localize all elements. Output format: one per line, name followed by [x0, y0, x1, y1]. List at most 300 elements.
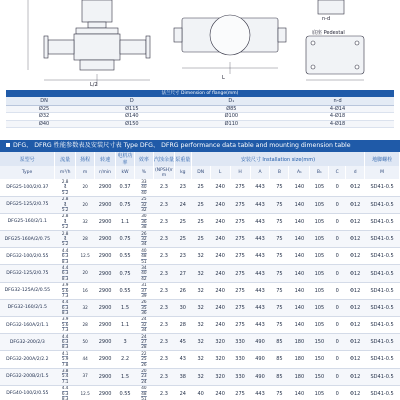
table-cell: SD41-0.5	[365, 351, 400, 368]
table-cell: 1.1	[116, 213, 135, 230]
stack-value: 6.3	[61, 253, 69, 259]
table-cell-stack	[76, 317, 95, 334]
stack-value: 34	[141, 264, 147, 270]
table-cell: 40	[191, 385, 210, 400]
stack-value: 38	[141, 224, 147, 230]
stack-value: 3.9	[61, 282, 69, 288]
table-cell: 140	[289, 299, 310, 316]
table-cell: 180	[289, 334, 310, 351]
table-cell: 2.3	[153, 351, 174, 368]
table-cell: Φ12	[346, 196, 365, 213]
stack-value: 40	[141, 270, 147, 276]
stack-value: 20	[82, 270, 88, 276]
table-cell-stack	[134, 385, 153, 400]
table-cell: 75	[270, 265, 289, 282]
stack-value: 26	[141, 299, 147, 305]
perf-group-head: 扬程	[76, 152, 95, 166]
table-cell: 275	[230, 265, 250, 282]
perf-sub-header-cell: m	[76, 166, 95, 179]
outlet-pipe	[120, 40, 146, 54]
table-cell: SD41-0.5	[365, 282, 400, 299]
table-cell-stack	[76, 334, 95, 351]
perf-group-bolt: 地脚螺栓	[365, 152, 400, 166]
table-cell-stack	[134, 334, 153, 351]
perf-sub-header-cell: L	[210, 166, 230, 179]
stack-value: 7.3	[61, 292, 69, 298]
stack-value: 8.3	[61, 344, 69, 350]
table-cell: 140	[289, 179, 310, 196]
table-cell: 0.55	[116, 248, 135, 265]
table-cell-stack	[134, 265, 153, 282]
stack-value: 4.1	[61, 350, 69, 356]
stack-value: 25	[141, 196, 147, 202]
table-cell: 240	[210, 231, 230, 248]
stack-value: 8.3	[61, 310, 69, 316]
stack-value: 20	[82, 184, 88, 190]
table-cell-stack	[76, 231, 95, 248]
table-cell: 45	[174, 334, 191, 351]
table-cell: SD41-0.5	[365, 299, 400, 316]
table-cell-stack	[134, 196, 153, 213]
table-cell-stack	[134, 231, 153, 248]
stack-value: 42	[141, 275, 147, 281]
table-cell: 443	[250, 231, 270, 248]
table-cell-stack	[76, 351, 95, 368]
table-cell-stack	[55, 231, 76, 248]
table-cell: 240	[210, 213, 230, 230]
table-cell: 2900	[95, 351, 116, 368]
table-cell-stack	[76, 282, 95, 299]
table-row	[0, 196, 400, 213]
table-cell: DFG40-100/2/0.55	[0, 385, 55, 400]
table-row	[0, 299, 400, 316]
table-cell: DFG32-125A/2/0.55	[0, 282, 55, 299]
table-cell-stack	[134, 213, 153, 230]
stack-value: 5.4	[61, 373, 69, 379]
table-cell-stack	[55, 248, 76, 265]
table-cell: 443	[250, 385, 270, 400]
table-cell: 105	[310, 317, 329, 334]
stack-value: 28	[82, 235, 88, 241]
table-cell: 25	[174, 231, 191, 248]
stack-value: 6.3	[61, 390, 69, 396]
stack-value: 2.8	[61, 230, 69, 236]
stack-value: 8.3	[61, 258, 69, 264]
table-cell-stack	[76, 179, 95, 196]
table-cell: 443	[250, 299, 270, 316]
table-cell: 180	[289, 368, 310, 385]
table-cell: 240	[210, 196, 230, 213]
table-cell-stack	[134, 248, 153, 265]
table-cell-stack	[55, 196, 76, 213]
motor-body	[82, 0, 112, 22]
stack-value: 6.3	[61, 304, 69, 310]
table-cell: Φ12	[346, 385, 365, 400]
table-cell: 25	[191, 196, 210, 213]
table-cell: 2.3	[153, 231, 174, 248]
table-cell: 140	[289, 282, 310, 299]
table-cell: DFG25-125/2/0.75	[0, 196, 55, 213]
table-cell: Φ12	[346, 179, 365, 196]
table-cell-stack	[76, 299, 95, 316]
table-cell-stack	[55, 317, 76, 334]
table-cell-stack	[76, 248, 95, 265]
table-cell-stack	[55, 299, 76, 316]
table-cell: 2900	[95, 248, 116, 265]
table-cell: 28	[174, 317, 191, 334]
table-cell: 85	[270, 334, 289, 351]
perf-group-power: 电机功率	[117, 153, 133, 166]
table-cell-stack	[76, 213, 95, 230]
stack-value: 24	[141, 333, 147, 339]
perf-sub-header-cell: C	[329, 166, 346, 179]
stack-value: 5.6	[61, 321, 69, 327]
table-cell: 2.2	[116, 351, 135, 368]
stack-value: 30	[141, 213, 147, 219]
table-cell: 443	[250, 282, 270, 299]
flange-cell: Ø85	[182, 105, 282, 113]
flange-header-d1: D₁	[182, 97, 282, 105]
stack-value: 28	[82, 321, 88, 327]
table-cell: 0	[329, 248, 346, 265]
stack-value: 4.4	[61, 247, 69, 253]
table-cell: 105	[310, 385, 329, 400]
stack-value: 8.3	[61, 275, 69, 281]
table-cell: 1.5	[116, 368, 135, 385]
perf-group-install: 安装尺寸 Installation size(mm)	[191, 152, 364, 166]
stack-value: 40	[141, 189, 147, 195]
pedestal-label: 底座 Pedestal	[312, 30, 345, 36]
table-cell: 275	[230, 282, 250, 299]
table-cell: 75	[270, 179, 289, 196]
stack-value: 4.4	[61, 333, 69, 339]
table-cell: 75	[270, 231, 289, 248]
table-cell: DFG25-160/2/1.1	[0, 213, 55, 230]
perf-sub-header-cell: m³/h	[55, 166, 76, 179]
inlet-flange	[44, 36, 48, 58]
table-cell: 2900	[95, 231, 116, 248]
stack-value: 8.3	[61, 396, 69, 400]
stack-value: 5.2	[61, 189, 69, 195]
table-cell-stack	[76, 265, 95, 282]
table-cell: 30	[174, 299, 191, 316]
table-cell: 0	[329, 317, 346, 334]
motor-coupling	[88, 22, 106, 28]
table-cell: 0	[329, 282, 346, 299]
stack-value: 26	[141, 361, 147, 367]
stack-value: 39	[141, 292, 147, 298]
table-cell: 240	[210, 299, 230, 316]
table-cell: 0	[329, 299, 346, 316]
table-cell: 0	[329, 385, 346, 400]
stack-value: 12.5	[80, 390, 90, 396]
table-cell: 75	[270, 385, 289, 400]
table-cell-stack	[55, 179, 76, 196]
table-cell: 0	[329, 351, 346, 368]
table-cell: 0	[329, 334, 346, 351]
table-cell: SD41-0.5	[365, 368, 400, 385]
flange-cell: Ø40	[6, 120, 82, 128]
perf-sub-header-cell: Type	[0, 166, 55, 179]
stack-value: 48	[141, 253, 147, 259]
table-cell: Φ12	[346, 299, 365, 316]
perf-sub-header-cell: DN	[191, 166, 210, 179]
pump-bracket	[76, 28, 118, 34]
performance-table-section	[0, 140, 400, 400]
stack-value: 4	[63, 201, 67, 207]
stack-value: 16	[82, 287, 88, 293]
table-cell: 105	[310, 282, 329, 299]
stack-value: 40	[141, 385, 147, 391]
table-cell: 75	[270, 299, 289, 316]
table-cell-stack	[134, 351, 153, 368]
table-cell: 85	[270, 351, 289, 368]
table-cell: 2.3	[153, 213, 174, 230]
perf-sub-header-cell: H	[230, 166, 250, 179]
table-cell: 2900	[95, 282, 116, 299]
stack-value: 28	[141, 344, 147, 350]
stack-value: 22	[141, 350, 147, 356]
flange-side	[318, 0, 344, 14]
stack-value: 25	[141, 356, 147, 362]
flange-cell: Ø25	[6, 105, 82, 113]
table-cell: DFG32-200A/2/2.2	[0, 351, 55, 368]
table-cell: 0	[329, 368, 346, 385]
stack-value: 20	[82, 201, 88, 207]
flange-header-nd: n-d	[281, 97, 394, 105]
table-cell: 443	[250, 179, 270, 196]
table-cell-stack	[55, 213, 76, 230]
table-cell: Φ12	[346, 351, 365, 368]
table-cell: Φ12	[346, 282, 365, 299]
table-cell: 0.75	[116, 231, 135, 248]
perf-sub-header-cell: B	[270, 166, 289, 179]
flange-cell: Ø115	[82, 105, 182, 113]
table-cell: 32	[191, 299, 210, 316]
table-cell: 1.1	[116, 317, 135, 334]
table-cell: 43	[174, 351, 191, 368]
table-cell: SD41-0.5	[365, 248, 400, 265]
table-cell: 330	[230, 368, 250, 385]
table-cell: 140	[289, 248, 310, 265]
table-cell: 275	[230, 385, 250, 400]
stack-value: 7.3	[61, 327, 69, 333]
table-cell: 75	[270, 213, 289, 230]
stack-value: 5.2	[61, 241, 69, 247]
table-cell: SD41-0.5	[365, 385, 400, 400]
table-cell: 140	[289, 317, 310, 334]
flange-row	[6, 120, 394, 128]
table-cell: 140	[289, 385, 310, 400]
table-cell: 275	[230, 231, 250, 248]
perf-group-speed: 转速	[95, 152, 116, 166]
table-cell: 275	[230, 317, 250, 334]
table-cell: 2900	[95, 265, 116, 282]
table-cell: 2.3	[153, 265, 174, 282]
table-cell-stack	[55, 368, 76, 385]
stack-value: 32	[141, 206, 147, 212]
table-cell: 75	[270, 282, 289, 299]
table-cell: 0	[329, 265, 346, 282]
stack-value: 35	[141, 304, 147, 310]
stack-value: 4.4	[61, 385, 69, 391]
table-cell: 2.3	[153, 334, 174, 351]
stack-value: 3.8	[61, 368, 69, 374]
table-cell-stack	[134, 299, 153, 316]
table-cell: 0	[329, 231, 346, 248]
stack-value: 40	[141, 247, 147, 253]
table-cell: 275	[230, 299, 250, 316]
table-cell: DFG32-160/2/1.5	[0, 299, 55, 316]
table-cell: 105	[310, 213, 329, 230]
table-cell: 2900	[95, 196, 116, 213]
stack-value: 32	[82, 304, 88, 310]
table-cell: 25	[191, 179, 210, 196]
table-cell: 2.3	[153, 196, 174, 213]
table-cell: 240	[210, 385, 230, 400]
stack-value: 6.3	[61, 270, 69, 276]
table-cell: 0.55	[116, 385, 135, 400]
table-cell: Φ12	[346, 231, 365, 248]
table-cell-stack	[76, 368, 95, 385]
stack-value: 5.9	[61, 356, 69, 362]
table-row	[0, 265, 400, 282]
stack-value: 4.4	[61, 264, 69, 270]
top-view-outlet	[278, 28, 286, 42]
table-row	[0, 179, 400, 196]
stack-value: 23	[141, 373, 147, 379]
table-cell: 275	[230, 248, 250, 265]
table-cell: SD41-0.5	[365, 317, 400, 334]
table-cell: 23	[174, 248, 191, 265]
stack-value: 32	[141, 235, 147, 241]
inlet-pipe	[48, 40, 74, 54]
perf-sub-header-cell: d	[346, 166, 365, 179]
perf-group-flow: 流量	[55, 152, 76, 166]
perf-sub-header-cell: M	[365, 166, 400, 179]
dim-nd: n-d	[322, 16, 331, 22]
table-cell: 150	[310, 351, 329, 368]
stack-value: 6.3	[61, 339, 69, 345]
table-cell-stack	[55, 282, 76, 299]
table-cell: 26	[174, 282, 191, 299]
performance-table	[0, 152, 400, 400]
table-cell: DFG32-125/2/0.75	[0, 265, 55, 282]
table-cell: DFG25-100/2/0.37	[0, 179, 55, 196]
table-cell: 0.37	[116, 179, 135, 196]
stack-value: 3.9	[61, 316, 69, 322]
table-cell: 32	[191, 248, 210, 265]
table-cell: 275	[230, 213, 250, 230]
table-cell-stack	[55, 385, 76, 400]
flange-cell: 4-Ø18	[281, 113, 394, 121]
table-cell: 105	[310, 299, 329, 316]
table-cell: 75	[270, 248, 289, 265]
table-cell: 443	[250, 248, 270, 265]
top-view-volute	[210, 15, 250, 55]
table-cell-stack	[134, 282, 153, 299]
table-cell: 32	[191, 368, 210, 385]
table-cell: 140	[289, 231, 310, 248]
perf-sub-header-cell: kg	[174, 166, 191, 179]
table-cell: 443	[250, 213, 270, 230]
table-cell: 0.75	[116, 196, 135, 213]
top-view-inlet	[174, 28, 182, 42]
perf-sub-header-cell: A	[250, 166, 270, 179]
table-cell: SD41-0.5	[365, 213, 400, 230]
table-cell: 85	[270, 368, 289, 385]
perf-group-eff: 效率	[134, 152, 153, 166]
table-cell: 0	[329, 179, 346, 196]
stack-value: 37	[141, 287, 147, 293]
perf-sub-header-cell: r/min	[95, 166, 116, 179]
dim-l2-left: L/2	[90, 82, 98, 88]
table-cell: 2900	[95, 213, 116, 230]
table-cell: DFG32-100/2/0.55	[0, 248, 55, 265]
perf-group-header-row	[0, 152, 400, 166]
table-cell: 275	[230, 179, 250, 196]
table-cell: DFG32-160A/2/1.1	[0, 317, 55, 334]
stack-value: 50	[82, 339, 88, 345]
pump-casing	[74, 34, 120, 60]
stack-value: 12.5	[80, 253, 90, 259]
table-cell: 2900	[95, 179, 116, 196]
table-cell: 240	[210, 317, 230, 334]
flange-cell: 4-Ø14	[281, 105, 394, 113]
table-cell: Φ12	[346, 213, 365, 230]
table-cell-stack	[134, 179, 153, 196]
table-cell: 240	[210, 179, 230, 196]
table-cell: SD41-0.5	[365, 265, 400, 282]
table-cell: 443	[250, 265, 270, 282]
table-cell: 140	[289, 196, 310, 213]
table-cell: 24	[174, 196, 191, 213]
table-cell: 23	[174, 179, 191, 196]
stack-value: 7.1	[61, 378, 69, 384]
table-cell: 25	[174, 213, 191, 230]
table-cell: 24	[174, 385, 191, 400]
table-cell: 140	[289, 265, 310, 282]
flange-cell: 4-Ø18	[281, 120, 394, 128]
table-cell-stack	[55, 351, 76, 368]
table-cell: 0.55	[116, 282, 135, 299]
table-cell-stack	[76, 196, 95, 213]
table-row	[0, 213, 400, 230]
perf-group-weight: 泵重量	[174, 152, 191, 166]
perf-sub-header-row	[0, 166, 400, 179]
table-cell: 105	[310, 231, 329, 248]
outlet-flange	[146, 36, 150, 58]
perf-group-npsh: 汽蚀余量	[153, 152, 174, 166]
table-cell: 2.3	[153, 248, 174, 265]
table-cell: 240	[210, 282, 230, 299]
table-cell: 32	[191, 282, 210, 299]
table-row	[0, 351, 400, 368]
stack-value: 33	[141, 179, 147, 184]
table-cell: 2900	[95, 385, 116, 400]
table-cell: 490	[250, 334, 270, 351]
table-cell-stack	[76, 385, 95, 400]
table-cell: 330	[230, 334, 250, 351]
stack-value: 51	[141, 258, 147, 264]
perf-sub-header-cell: B₁	[310, 166, 329, 179]
table-cell: 32	[191, 265, 210, 282]
stack-value: 4	[63, 218, 67, 224]
flange-header-dn: DN	[6, 97, 82, 105]
table-cell: 490	[250, 368, 270, 385]
stack-value: 32	[141, 321, 147, 327]
perf-group-model: 泵型号	[0, 152, 55, 166]
